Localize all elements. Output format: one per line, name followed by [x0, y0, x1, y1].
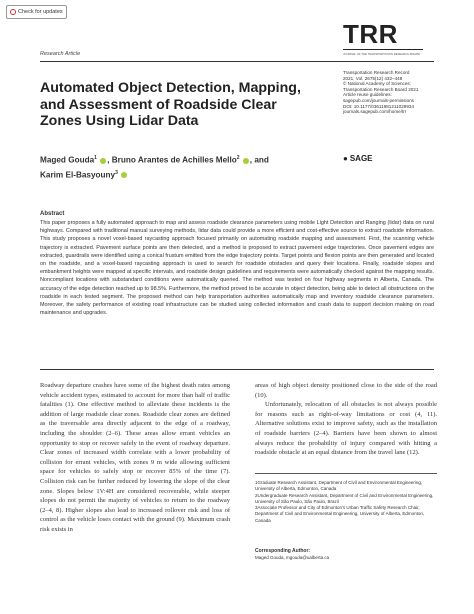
- journal-meta-line: 2021, Vol. 2675(12) 432–448: [343, 75, 403, 81]
- author-list: [40, 152, 320, 181]
- article-type: Research Article: [40, 51, 81, 57]
- affiliation-mark: 3: [115, 169, 118, 176]
- badge-label: Check for updates: [18, 9, 63, 15]
- update-icon: [10, 9, 16, 15]
- sage-icon: ●: [343, 154, 348, 163]
- journal-meta-line: DOI: 10.1177/03611981211029934: [343, 103, 415, 109]
- body-paragraph: Unfortunately, relocation of all obstacles is not always possible for reasons such as right-of-way limitations or cost (4, 11). Alternative solutions exist to improve safety, such as the installation of roadside barriers (2–4). Barriers have been shown to almost always reduce the probability of injury compared with hitting a roadside obstacle at an equal distance from the travel lane (12).: [255, 401, 437, 457]
- journal-meta-line: Article reuse guidelines:: [343, 92, 392, 98]
- affiliation-mark: 2: [236, 155, 240, 161]
- body-column-right: [255, 381, 437, 458]
- abstract-divider: [40, 369, 434, 370]
- body-paragraph: areas of high object density positioned close to the side of the road (10).: [255, 382, 437, 399]
- orcid-icon[interactable]: [100, 158, 106, 164]
- corresponding-author-heading: Corresponding Author:: [255, 548, 311, 554]
- footnote: 3Associate Professor and City of Edmonton's Urban Traffic Safety Research Chair, Department of Civil and Environmental Engineering, University of Alberta, Edmonton, Canada: [255, 505, 425, 523]
- body-column-left: Roadway departure crashes have some of the highest death rates among vehicle accident types, estimated to account for more than half of traffic fatalities (1). One effective method to alleviate these incidents is the addition of large roadside clear zones. Roadside clear zones are defined as the traversable area directly adjacent to the edge of a roadway, including the shoulder (2–6). These areas allow errant vehicles an opportunity to stop or recover safely in the event of roadway departure. Clear zones of increased width correlate with a lower probability of collision for errant vehicles, with zones 9 m wide allowing sufficient space for vehicles to safely stop or recover 85% of the time (7). Collision risk can be further reduced by lowering the slope of the clear zone. Slopes below 1V:4H are considered recoverable, while steeper slopes do not permit the majority of vehicles to return to the roadway (2–4, 8). Higher slopes also lead to increased rollover risk and loss of control as the vehicle loses contact with the ground (9). Maximum crash risk exists in: [40, 382, 230, 533]
- check-for-updates-badge[interactable]: [6, 5, 67, 19]
- author-separator: ,: [107, 155, 112, 165]
- author-separator: , and: [249, 155, 269, 165]
- author-name: Maged Gouda: [40, 155, 95, 165]
- journal-meta-line: © National Academy of Sciences:: [343, 81, 411, 87]
- affiliation-footnotes: [255, 480, 437, 524]
- journal-meta-line: sagepub.com/journals-permissions: [343, 97, 414, 103]
- author-name: Karim El-Basyouny: [40, 170, 116, 180]
- logo-subtitle: JOURNAL OF THE TRANSPORTATION RESEARCH BOARD: [343, 52, 421, 56]
- publisher-logo: [343, 154, 373, 163]
- footnote-divider: [255, 473, 437, 474]
- corresponding-author-contact[interactable]: Maged Gouda, mgouda@ualberta.ca: [255, 555, 330, 560]
- footnote: 2Undergraduate Research Assistant, Department of Civil and Environmental Engineering, University of São Paulo, São Paulo, Brazil: [255, 492, 434, 504]
- orcid-icon[interactable]: [243, 158, 249, 164]
- footnote: 1Graduate Research Assistant, Department of Civil and Environmental Engineering, University of Alberta, Edmonton, Canada: [255, 480, 423, 492]
- abstract-heading: Abstract: [40, 211, 65, 217]
- affiliation-mark: 1: [94, 155, 97, 161]
- header-divider: [40, 61, 434, 62]
- abstract-text: This paper proposes a fully automated approach to map and assess roadside clearance parameters using mobile Light Detection and Ranging (lidar) data on rural highways. Compared with traditional manual surveying methods, lidar data could provide a more efficient and cost-effective source to extract roadside information. This study proposes a novel voxel-based raycasting approach focused primarily on automating roadside mapping and assessment. First, the scanning vehicle trajectory is extracted. Pavement surface points are then detected, and a method is proposed to extract pavement edge trajectories. Once pavement edges are extracted, guardrails were identified using a conical frustum emitted from the edge trajectory points. Target points and flexion points are then generated and located on the roadside, and a voxel-based raycasting approach is used to search for roadside obstacles and query their locations. Finally, roadside slopes and embankment heights were mapped at specific intervals, and roadside design guidelines and requirements were automatically checked against the mapping results. Noncompliant locations with substandard conditions were automatically queried. The method was tested on four highway segments in Alberta, Canada. The accuracy of the edge detection reached up to 98.5%. Furthermore, the method proved to be accurate in object detection, being able to detect all obstructions on the roadside in each tested segment. The proposed method can help transportation authorities automatically map and inventory roadside clearance parameters. Moreover, the safety performance of existing road infrastructure can be studied using collected information and crash data to support decision making on road maintenance and upgrades.: [40, 220, 434, 317]
- logo-divider: [343, 49, 423, 50]
- orcid-icon[interactable]: [121, 172, 127, 178]
- paper-title: Automated Object Detection, Mapping, and Assessment of Roadside Clear Zones Using Lidar Data: [40, 80, 301, 129]
- journal-meta-line: journals.sagepub.com/home/trr: [343, 109, 407, 115]
- journal-meta-line: Transportation Research Board 2021: [343, 86, 419, 92]
- author-name: Bruno Arantes de Achilles Mello: [111, 155, 237, 165]
- journal-meta-line: Transportation Research Record: [343, 70, 410, 75]
- journal-meta: [343, 70, 438, 115]
- journal-logo: TRR: [343, 19, 398, 49]
- publisher-name: SAGE: [349, 154, 373, 163]
